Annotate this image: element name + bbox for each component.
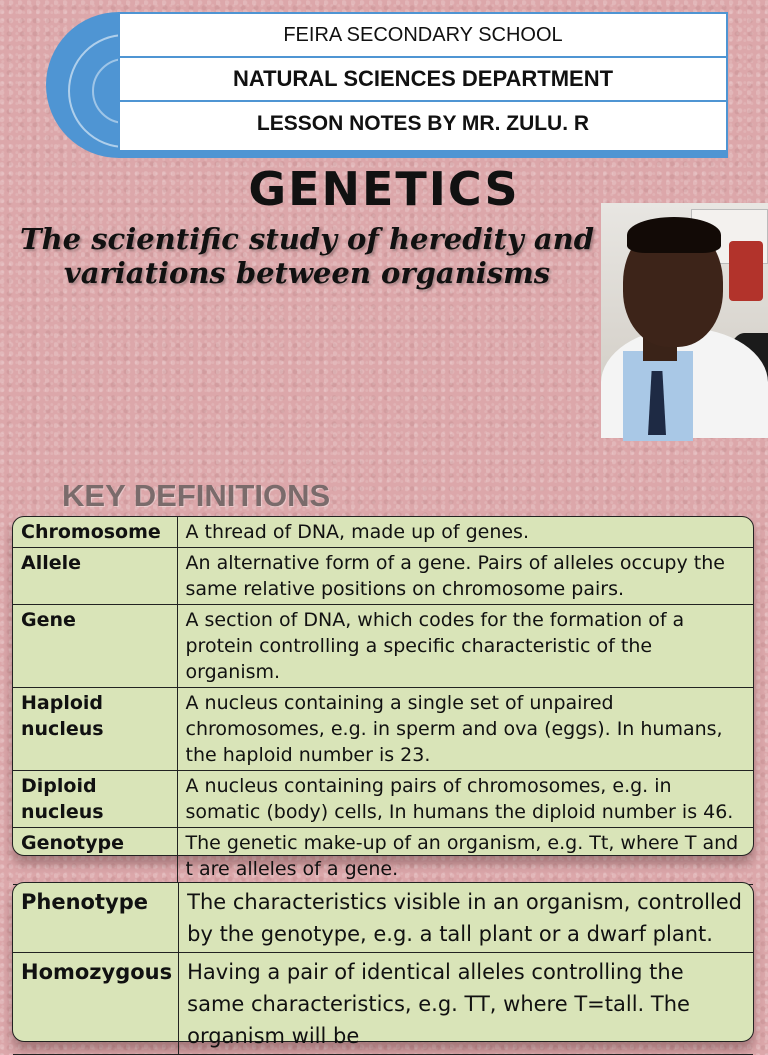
term-cell: Diploid nucleus: [13, 771, 177, 828]
term-cell: Chromosome: [13, 517, 177, 548]
definition-cell: A nucleus containing pairs of chromosomes, e.g. in somatic (body) cells, In humans the diploid number is 46.: [177, 771, 753, 828]
table-row: [13, 517, 753, 548]
definition-cell: A nucleus containing a single set of unpaired chromosomes, e.g. in sperm and ova (eggs). In humans, the haploid number is 23.: [177, 688, 753, 771]
term-cell: Allele: [13, 548, 177, 605]
table-row: [13, 548, 753, 605]
subtitle-line-1: The scientific study of heredity and: [20, 222, 594, 256]
department-name: NATURAL SCIENCES DEPARTMENT: [120, 58, 726, 102]
table-row: [13, 688, 753, 771]
table-row: [13, 883, 753, 953]
subtitle-line-2: variations between organisms: [63, 256, 551, 290]
table-row: [13, 771, 753, 828]
term-cell: Genotype: [13, 828, 177, 885]
definition-cell: A section of DNA, which codes for the formation of a protein controlling a specific characteristic of the organism.: [177, 605, 753, 688]
author-photo: [601, 203, 768, 433]
definitions-table-1: [12, 516, 754, 880]
school-name: FEIRA SECONDARY SCHOOL: [120, 14, 726, 58]
term-cell: Homozygous: [13, 953, 179, 1055]
page-subtitle: [12, 222, 602, 290]
header-banner: [118, 12, 728, 158]
page-title: GENETICS: [248, 162, 520, 216]
table-row: [13, 828, 753, 885]
term-cell: Gene: [13, 605, 177, 688]
table-row: [13, 605, 753, 688]
term-cell: Haploid nucleus: [13, 688, 177, 771]
author-credit: LESSON NOTES BY MR. ZULU. R: [256, 112, 590, 135]
definitions-table-2: [12, 882, 754, 1048]
definition-cell: The genetic make-up of an organism, e.g. Tt, where T and t are alleles of a gene.: [177, 828, 753, 885]
definition-cell: The characteristics visible in an organism, controlled by the genotype, e.g. a tall plant or a dwarf plant.: [179, 883, 753, 953]
definition-cell: An alternative form of a gene. Pairs of alleles occupy the same relative positions on chromosome pairs.: [177, 548, 753, 605]
definition-cell: A thread of DNA, made up of genes.: [177, 517, 753, 548]
key-definitions-heading: KEY DEFINITIONS: [62, 478, 331, 513]
term-cell: Phenotype: [13, 883, 179, 953]
header-strip: [118, 150, 728, 158]
definition-cell: Having a pair of identical alleles controlling the same characteristics, e.g. TT, where T=tall. The organism will be: [179, 953, 753, 1055]
table-row: [13, 953, 753, 1055]
